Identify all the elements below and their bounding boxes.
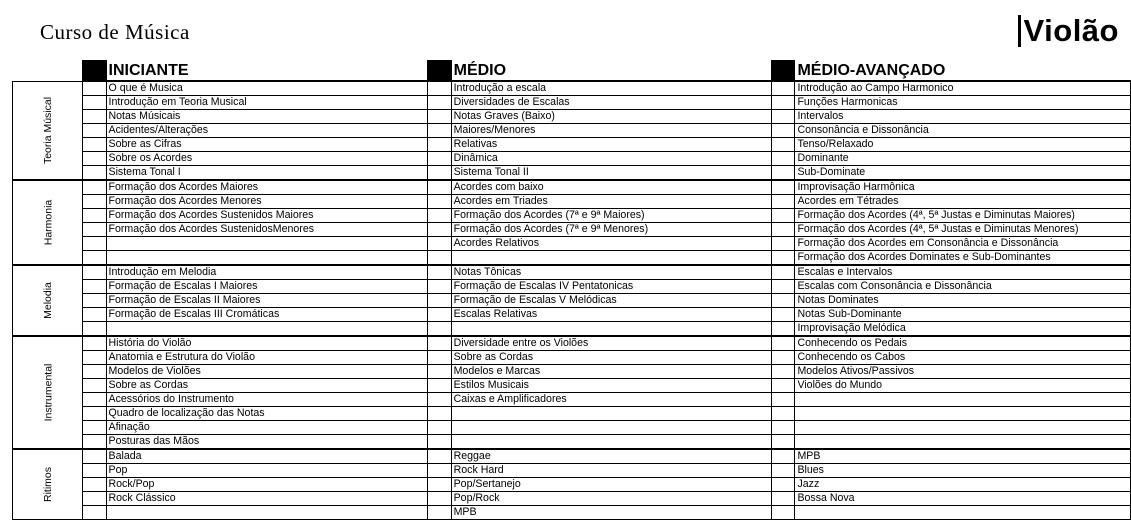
table-row [13, 294, 1131, 308]
topic-cell [106, 322, 428, 337]
topic-cell: Caixas e Amplificadores [451, 393, 771, 407]
topic-cell: Acordes em Triades [451, 195, 771, 209]
table-row [13, 492, 1131, 506]
topic-cell: Formação de Escalas I Maiores [106, 280, 428, 294]
table-row [13, 407, 1131, 421]
topic-cell: Blues [795, 464, 1131, 478]
row-spacer [428, 209, 451, 223]
row-spacer [772, 81, 795, 96]
table-row [13, 351, 1131, 365]
topic-cell: Acordes em Tétrades [795, 195, 1131, 209]
row-spacer [772, 336, 795, 351]
row-spacer [83, 265, 106, 280]
row-spacer [83, 435, 106, 450]
topic-cell: Dominante [795, 152, 1131, 166]
row-spacer [83, 506, 106, 520]
row-spacer [428, 464, 451, 478]
row-spacer [428, 492, 451, 506]
topic-cell: Escalas com Consonância e Dissonância [795, 280, 1131, 294]
level-header-row [13, 61, 1131, 82]
topic-cell: O que é Musica [106, 81, 428, 96]
row-spacer [428, 478, 451, 492]
topic-cell: Pop/Rock [451, 492, 771, 506]
header-corner [13, 61, 83, 82]
topic-cell: MPB [451, 506, 771, 520]
topic-cell: Pop/Sertanejo [451, 478, 771, 492]
level-header: MÉDIO-AVANÇADO [795, 61, 1131, 82]
row-spacer [772, 393, 795, 407]
topic-cell: Funções Harmonicas [795, 96, 1131, 110]
row-spacer [428, 166, 451, 181]
row-spacer [772, 237, 795, 251]
topic-cell: Quadro de localização das Notas [106, 407, 428, 421]
topic-cell: Notas Músicais [106, 110, 428, 124]
row-spacer [428, 506, 451, 520]
row-spacer [83, 393, 106, 407]
table-row [13, 251, 1131, 266]
topic-cell: Notas Sub-Dominante [795, 308, 1131, 322]
category-label-text: Melodia [42, 282, 55, 319]
row-spacer [83, 209, 106, 223]
table-row [13, 322, 1131, 337]
row-spacer [772, 379, 795, 393]
topic-cell: Formação dos Acordes Menores [106, 195, 428, 209]
topic-cell: Improvisação Harmônica [795, 180, 1131, 195]
topic-cell: Formação dos Acordes (7ª e 9ª Menores) [451, 223, 771, 237]
row-spacer [772, 223, 795, 237]
row-spacer [772, 209, 795, 223]
topic-cell: Bossa Nova [795, 492, 1131, 506]
topic-cell: Acessórios do Instrumento [106, 393, 428, 407]
row-spacer [428, 81, 451, 96]
row-spacer [428, 322, 451, 337]
topic-cell: Formação dos Acordes Maiores [106, 180, 428, 195]
topic-cell: Rock Clássico [106, 492, 428, 506]
topic-cell: MPB [795, 449, 1131, 464]
table-row [13, 365, 1131, 379]
row-spacer [428, 195, 451, 209]
row-spacer [772, 407, 795, 421]
topic-cell: Maiores/Menores [451, 124, 771, 138]
row-spacer [83, 379, 106, 393]
topic-cell: Introdução em Teoria Musical [106, 96, 428, 110]
row-spacer [83, 124, 106, 138]
table-row [13, 280, 1131, 294]
row-spacer [428, 365, 451, 379]
table-row [13, 209, 1131, 223]
row-spacer [428, 110, 451, 124]
row-spacer [83, 294, 106, 308]
topic-cell: Diversidade entre os Violões [451, 336, 771, 351]
topic-cell [795, 407, 1131, 421]
row-spacer [428, 294, 451, 308]
topic-cell: Relativas [451, 138, 771, 152]
topic-cell [106, 506, 428, 520]
topic-cell: Pop [106, 464, 428, 478]
row-spacer [428, 96, 451, 110]
topic-cell: Diversidades de Escalas [451, 96, 771, 110]
row-spacer [428, 421, 451, 435]
row-spacer [772, 478, 795, 492]
row-spacer [83, 365, 106, 379]
row-spacer [83, 280, 106, 294]
table-row [13, 478, 1131, 492]
table-row [13, 449, 1131, 464]
topic-cell: Rock/Pop [106, 478, 428, 492]
category-label [13, 81, 83, 180]
table-row [13, 110, 1131, 124]
table-row [13, 81, 1131, 96]
table-row [13, 138, 1131, 152]
topic-cell: Anatomia e Estrutura do Violão [106, 351, 428, 365]
row-spacer [428, 180, 451, 195]
topic-cell: Formação de Escalas II Maiores [106, 294, 428, 308]
table-row [13, 421, 1131, 435]
category-label-text: Ritimos [42, 466, 55, 503]
topic-cell: Violões do Mundo [795, 379, 1131, 393]
topic-cell: Jazz [795, 478, 1131, 492]
topic-cell: Introdução a escala [451, 81, 771, 96]
topic-cell: História do Violão [106, 336, 428, 351]
topic-cell: Modelos de Violões [106, 365, 428, 379]
row-spacer [428, 251, 451, 266]
row-spacer [83, 449, 106, 464]
row-spacer [83, 322, 106, 337]
topic-cell: Acidentes/Alterações [106, 124, 428, 138]
level-marker [772, 61, 795, 82]
row-spacer [772, 351, 795, 365]
row-spacer [772, 138, 795, 152]
topic-cell [795, 421, 1131, 435]
topic-cell: Escalas e Intervalos [795, 265, 1131, 280]
topic-cell: Estilos Musicais [451, 379, 771, 393]
topic-cell: Formação de Escalas III Cromáticas [106, 308, 428, 322]
row-spacer [83, 308, 106, 322]
row-spacer [772, 449, 795, 464]
row-spacer [772, 110, 795, 124]
table-row [13, 464, 1131, 478]
table-row [13, 265, 1131, 280]
row-spacer [428, 152, 451, 166]
table-row [13, 152, 1131, 166]
topic-cell: Notas Dominates [795, 294, 1131, 308]
row-spacer [428, 379, 451, 393]
row-spacer [83, 336, 106, 351]
topic-cell: Acordes Relativos [451, 237, 771, 251]
category-label [13, 180, 83, 265]
table-row [13, 308, 1131, 322]
row-spacer [772, 280, 795, 294]
topic-cell: Balada [106, 449, 428, 464]
instrument-logo [1018, 14, 1119, 48]
row-spacer [772, 96, 795, 110]
topic-cell [795, 506, 1131, 520]
row-spacer [83, 223, 106, 237]
topic-cell: Sobre os Acordes [106, 152, 428, 166]
topic-cell: Escalas Relativas [451, 308, 771, 322]
row-spacer [428, 265, 451, 280]
topic-cell: Introdução em Melodia [106, 265, 428, 280]
table-row [13, 393, 1131, 407]
topic-cell: Rock Hard [451, 464, 771, 478]
row-spacer [83, 152, 106, 166]
row-spacer [83, 138, 106, 152]
row-spacer [428, 449, 451, 464]
topic-cell: Afinação [106, 421, 428, 435]
row-spacer [83, 351, 106, 365]
row-spacer [83, 464, 106, 478]
table-row [13, 435, 1131, 450]
topic-cell: Intervalos [795, 110, 1131, 124]
topic-cell: Sistema Tonal II [451, 166, 771, 181]
row-spacer [772, 365, 795, 379]
category-label [13, 449, 83, 520]
topic-cell: Dinâmica [451, 152, 771, 166]
level-marker [428, 61, 451, 82]
row-spacer [83, 195, 106, 209]
category-label [13, 336, 83, 449]
topic-cell [451, 251, 771, 266]
table-row [13, 223, 1131, 237]
table-row [13, 237, 1131, 251]
category-label-text: Instrumental [42, 363, 55, 422]
row-spacer [83, 110, 106, 124]
row-spacer [83, 492, 106, 506]
topic-cell: Consonância e Dissonância [795, 124, 1131, 138]
row-spacer [428, 223, 451, 237]
topic-cell: Sobre as Cordas [106, 379, 428, 393]
row-spacer [83, 478, 106, 492]
topic-cell: Reggae [451, 449, 771, 464]
category-label-text: Harmonia [42, 199, 55, 246]
row-spacer [772, 195, 795, 209]
row-spacer [428, 237, 451, 251]
row-spacer [83, 81, 106, 96]
topic-cell: Acordes com baixo [451, 180, 771, 195]
topic-cell [451, 435, 771, 450]
row-spacer [83, 407, 106, 421]
row-spacer [83, 96, 106, 110]
topic-cell: Notas Graves (Baixo) [451, 110, 771, 124]
topic-cell [106, 237, 428, 251]
topic-cell: Conhecendo os Pedais [795, 336, 1131, 351]
topic-cell [795, 393, 1131, 407]
row-spacer [772, 464, 795, 478]
topic-cell: Improvisação Melódica [795, 322, 1131, 337]
row-spacer [428, 308, 451, 322]
row-spacer [428, 138, 451, 152]
course-title: Curso de Música [40, 20, 190, 44]
table-row [13, 506, 1131, 520]
topic-cell [451, 322, 771, 337]
topic-cell: Formação dos Acordes SustenidosMenores [106, 223, 428, 237]
topic-cell: Modelos Ativos/Passivos [795, 365, 1131, 379]
row-spacer [772, 506, 795, 520]
table-row [13, 379, 1131, 393]
row-spacer [428, 351, 451, 365]
topic-cell: Posturas das Mãos [106, 435, 428, 450]
topic-cell: Sistema Tonal I [106, 166, 428, 181]
topic-cell: Formação dos Acordes em Consonância e Dissonância [795, 237, 1131, 251]
row-spacer [772, 166, 795, 181]
topic-cell: Formação de Escalas V Melódicas [451, 294, 771, 308]
row-spacer [772, 308, 795, 322]
row-spacer [83, 251, 106, 266]
level-header: MÉDIO [451, 61, 771, 82]
instrument-title: Violão [1023, 13, 1119, 48]
row-spacer [772, 421, 795, 435]
topic-cell: Sub-Dominate [795, 166, 1131, 181]
topic-cell: Sobre as Cifras [106, 138, 428, 152]
row-spacer [428, 336, 451, 351]
row-spacer [772, 492, 795, 506]
row-spacer [772, 152, 795, 166]
row-spacer [428, 124, 451, 138]
topic-cell: Conhecendo os Cabos [795, 351, 1131, 365]
topic-cell: Formação dos Acordes (4ª, 5ª Justas e Diminutas Maiores) [795, 209, 1131, 223]
topic-cell: Tenso/Relaxado [795, 138, 1131, 152]
level-marker [83, 61, 106, 82]
row-spacer [772, 251, 795, 266]
topic-cell: Introdução ao Campo Harmonico [795, 81, 1131, 96]
category-label [13, 265, 83, 336]
topic-cell [795, 435, 1131, 450]
row-spacer [83, 237, 106, 251]
topic-cell: Formação dos Acordes Sustenidos Maiores [106, 209, 428, 223]
curriculum-table [12, 60, 1131, 520]
topic-cell [451, 407, 771, 421]
topic-cell: Formação dos Acordes Dominates e Sub-Dominantes [795, 251, 1131, 266]
row-spacer [428, 435, 451, 450]
table-row [13, 166, 1131, 181]
row-spacer [83, 421, 106, 435]
row-spacer [428, 280, 451, 294]
row-spacer [428, 393, 451, 407]
row-spacer [428, 407, 451, 421]
row-spacer [772, 294, 795, 308]
table-row [13, 180, 1131, 195]
row-spacer [772, 124, 795, 138]
table-row [13, 96, 1131, 110]
topic-cell: Formação dos Acordes (7ª e 9ª Maiores) [451, 209, 771, 223]
level-header: INICIANTE [106, 61, 428, 82]
topic-cell [451, 421, 771, 435]
row-spacer [83, 180, 106, 195]
topic-cell: Modelos e Marcas [451, 365, 771, 379]
table-row [13, 195, 1131, 209]
row-spacer [83, 166, 106, 181]
row-spacer [772, 265, 795, 280]
table-row [13, 336, 1131, 351]
logo-bar [1018, 15, 1021, 47]
topic-cell: Sobre as Cordas [451, 351, 771, 365]
row-spacer [772, 435, 795, 450]
topic-cell [106, 251, 428, 266]
category-label-text: Teoria Músical [42, 96, 55, 164]
table-row [13, 124, 1131, 138]
row-spacer [772, 322, 795, 337]
topic-cell: Notas Tônicas [451, 265, 771, 280]
row-spacer [772, 180, 795, 195]
topic-cell: Formação dos Acordes (4ª, 5ª Justas e Diminutas Menores) [795, 223, 1131, 237]
topic-cell: Formação de Escalas IV Pentatonicas [451, 280, 771, 294]
